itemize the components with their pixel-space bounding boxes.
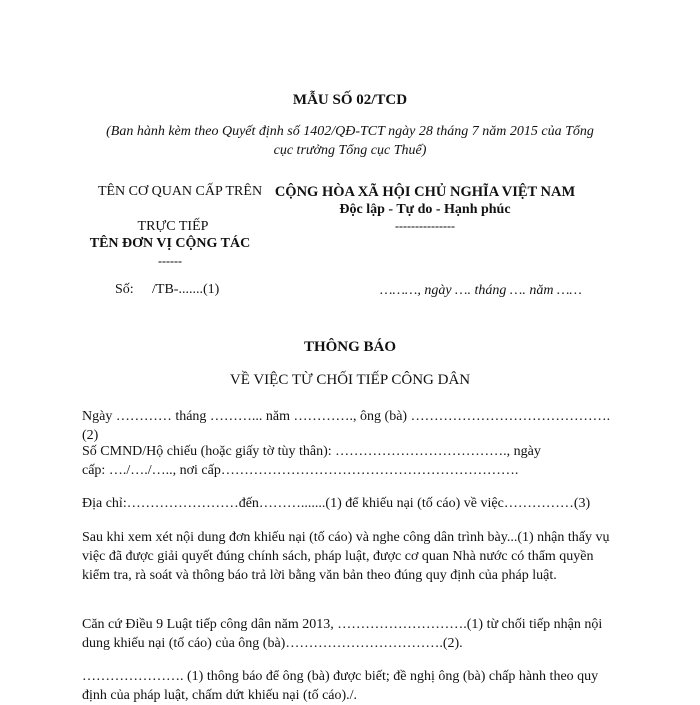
national-motto: Độc lập - Tự do - Hạnh phúc [339, 202, 511, 217]
paragraph-notice: …………………. (1) thông báo để ông (bà) được biết; đề nghị ông (bà) chấp hành theo quy định của pháp luật, chấm dứt khiếu nại (tố cáo)./. [82, 669, 599, 703]
date-place-line: ………, ngày …. tháng …. năm …… [380, 283, 582, 298]
id-line-1: Số CMND/Hộ chiếu (hoặc giấy tờ tùy thân): ………………………………., ngày [82, 444, 541, 459]
left-divider: ------ [158, 254, 182, 268]
agency-name-line-1: TÊN CƠ QUAN CẤP TRÊN [97, 184, 263, 199]
issued-note-line-1: (Ban hành kèm theo Quyết định số 1402/QĐ-TCT ngày 28 tháng 7 năm 2015 của Tổng [106, 124, 594, 139]
document-subject: VỀ VIỆC TỪ CHỐI TIẾP CÔNG DÂN [229, 372, 471, 388]
document-title: THÔNG BÁO [303, 339, 397, 355]
paragraph-review: Sau khi xem xét nội dung đơn khiếu nại (tố cáo) và nghe công dân trình bày...(1) nhận thấy vụ việc đã được giải quyết đúng chính sách, pháp luật, được cơ quan Nhà nước có thẩm quyền kiểm tra, rà soát và thông báo trả lời bằng văn bản theo đúng quy định của pháp luật. [82, 530, 610, 583]
form-number: MẪU SỐ 02/TCD [292, 92, 408, 108]
number-label: Số: [115, 282, 134, 297]
country-name: CỘNG HÒA XÃ HỘI CHỦ NGHĨA VIỆT NAM [274, 184, 576, 200]
issued-note-line-2: cục trưởng Tổng cục Thuế) [273, 143, 427, 158]
number-value: /TB-.......(1) [152, 282, 220, 297]
unit-name: TÊN ĐƠN VỊ CỘNG TÁC [89, 236, 251, 251]
date-and-name-line: Ngày ………… tháng ………... năm …………., ông (bà) …………………………………….(2) [82, 409, 611, 443]
agency-name-line-2: TRỰC TIẾP [137, 219, 209, 234]
id-line-2: cấp: …./…./….., nơi cấp………………………………………………………. [82, 463, 519, 478]
paragraph-legal-basis: Căn cứ Điều 9 Luật tiếp công dân năm 2013, ……………………….(1) từ chối tiếp nhận nội dung khiếu nại (tố cáo) của ông (bà)…………………………….(2). [82, 617, 603, 651]
address-line: Địa chỉ:……………………đến……….......(1) để khiếu nại (tố cáo) về việc……………(3) [82, 496, 591, 511]
right-divider: --------------- [395, 219, 455, 233]
